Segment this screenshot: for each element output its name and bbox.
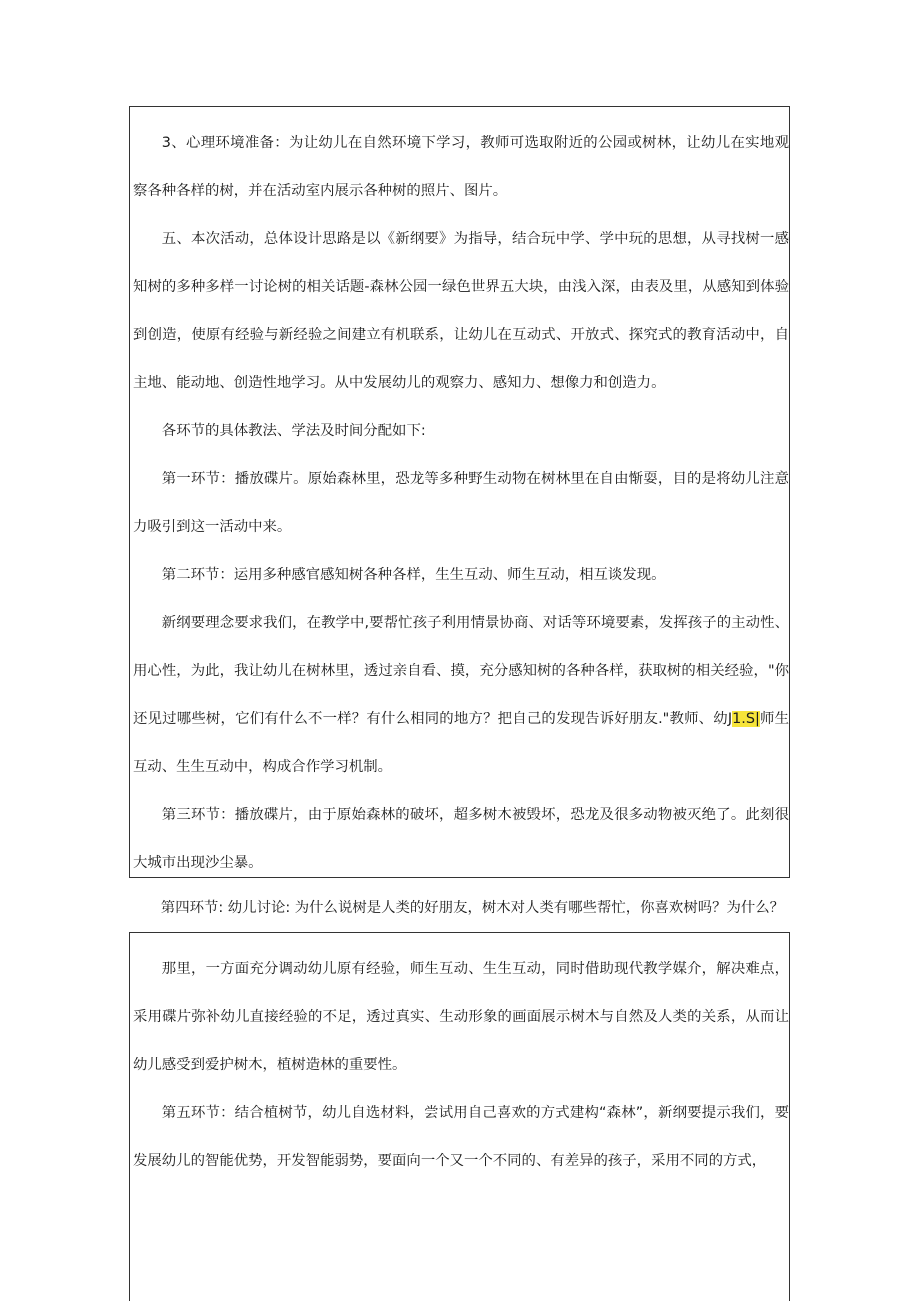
- paragraph-stage-one: 第一环节：播放碟片。原始森林里，恐龙等多种野生动物在树林里在自由惭耍，目的是将幼儿注意力吸引到这一活动中来。: [133, 471, 789, 535]
- content-frame-top-body: [133, 119, 789, 887]
- paragraph-new-outline-tail: 师生互动、生生互动中，构成合作学习机制。: [133, 711, 789, 775]
- content-frame-top: [129, 106, 790, 878]
- content-frame-bottom-body: [133, 945, 789, 1185]
- paragraph-new-outline: [133, 599, 789, 791]
- paragraph-design-idea: 五、本次活动，总体设计思路是以《新纲要》为指导，结合玩中学、学中玩的思想，从寻找树一感知树的多种多样一讨论树的相关话题-森林公园一绿色世界五大块，由浅入深，由表及里，从感知到体验到创造，使原有经验与新经验之间建立有机联系，让幼儿在互动式、开放式、探究式的教育活动中，自主地、能动地、创造性地学习。从中发展幼儿的观察力、感知力、想像力和创造力。: [133, 231, 789, 391]
- paragraph-psych-environment: 3、心理环境准备：为让幼儿在自然环境下学习，教师可选取附近的公园或树林，让幼儿在实地观察各种各样的树，并在活动室内展示各种树的照片、图片。: [133, 135, 789, 199]
- content-frame-bottom: [129, 932, 790, 1301]
- paragraph-new-outline-text: 新纲要理念要求我们，在教学中,要帮忙孩子利用情景协商、对话等环境要素，发挥孩子的主动性、用心性，为此，我让幼儿在树林里，透过亲自看、摸，充分感知树的各种各样，获取树的相关经验，"你还见过哪些树，它们有什么不一样？有什么相同的地方？把自己的发现告诉好朋友."教师、幼J: [133, 615, 789, 727]
- paragraph-stage-four: 第四环节: 幼儿讨论: 为什么说树是人类的好朋友，树木对人类有哪些帮忙，你喜欢树吗？为什么？: [160, 900, 785, 916]
- highlighted-text: 1.S|: [732, 711, 760, 727]
- paragraph-here: 那里，一方面充分调动幼儿原有经验，师生互动、生生互动，同时借助现代教学媒介，解决难点，采用碟片弥补幼儿直接经验的不足，透过真实、生动形象的画面展示树木与自然及人类的关系，从而让幼儿感受到爱护树木，植树造林的重要性。: [133, 961, 789, 1073]
- paragraph-stage-three: 第三环节：播放碟片，由于原始森林的破坏，超多树木被毁坏，恐龙及很多动物被灭绝了。此刻很大城市出现沙尘暴。: [133, 807, 789, 871]
- paragraph-stage-five: 第五环节：结合植树节，幼儿自选材料，尝试用自己喜欢的方式建构“森林”，新纲要提示我们，要发展幼儿的智能优势，开发智能弱势，要面向一个又一个不同的、有差异的孩子，采用不同的方式，: [133, 1105, 789, 1169]
- paragraph-stage-two: 第二环节：运用多种感官感知树各种各样，生生互动、师生互动，相互谈发现。: [161, 567, 666, 583]
- paragraph-methods-intro: 各环节的具体教法、学法及时间分配如下:: [161, 423, 426, 439]
